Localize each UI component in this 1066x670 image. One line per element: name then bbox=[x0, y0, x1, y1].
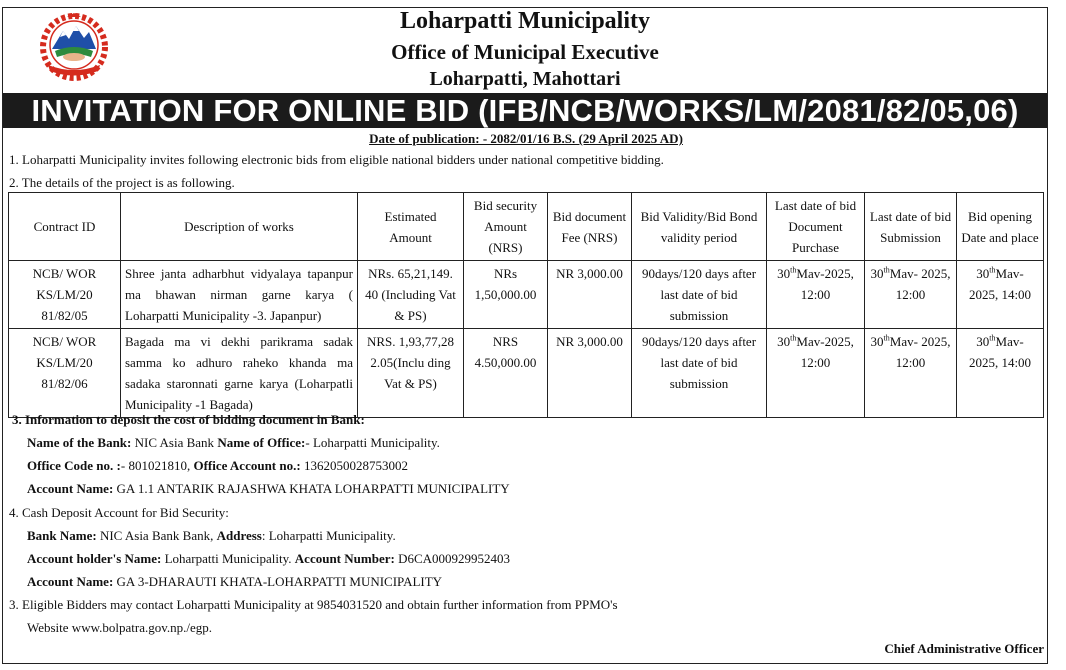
bank-section-title: 3. Information to deposit the cost of bidding document in Bank: bbox=[12, 412, 365, 427]
office-name: Office of Municipal Executive bbox=[391, 40, 659, 64]
bank-name-value: NIC Asia Bank bbox=[131, 435, 218, 450]
account-name-label: Account Name: bbox=[27, 481, 114, 496]
security-account-name-line bbox=[27, 574, 442, 590]
signatory-title: Chief Administrative Officer bbox=[884, 641, 1044, 656]
opening-rest: Mav- 2025, 14:00 bbox=[968, 266, 1032, 302]
header-purchase-date: Last date of bid Document Purchase bbox=[767, 193, 865, 261]
validity-cell: 90days/120 days after last date of bid submission bbox=[632, 261, 767, 329]
opening-cell bbox=[957, 329, 1044, 418]
notice-title-banner: INVITATION FOR ONLINE BID (IFB/NCB/WORKS/LM/2081/82/05,06) bbox=[3, 93, 1047, 128]
contract-id-cell: NCB/ WOR KS/LM/20 81/82/05 bbox=[9, 261, 121, 329]
account-number-label: Account Number: bbox=[294, 551, 395, 566]
submission-cell bbox=[865, 329, 957, 418]
office-name-label: Name of Office: bbox=[217, 435, 306, 450]
security-holder-line bbox=[27, 551, 510, 567]
table-row bbox=[9, 261, 1044, 329]
security-section-title: 4. Cash Deposit Account for Bid Security: bbox=[9, 505, 229, 520]
submission-day: 30 bbox=[870, 334, 884, 349]
security-address-label: Address bbox=[216, 528, 262, 543]
header-submission-date: Last date of bid Submission bbox=[865, 193, 957, 261]
nepal-emblem-icon bbox=[33, 13, 115, 83]
office-account-value: 1362050028753002 bbox=[300, 458, 408, 473]
office-location: Loharpatti, Mahottari bbox=[429, 68, 621, 90]
contact-line-1: 3. Eligible Bidders may contact Loharpatti Municipality at 9854031520 and obtain further information from PPMO's bbox=[9, 597, 618, 612]
fee-cell: NR 3,000.00 bbox=[548, 261, 632, 329]
purchase-rest: Mav-2025, 12:00 bbox=[796, 266, 854, 302]
purchase-sup: th bbox=[790, 265, 797, 275]
validity-cell: 90days/120 days after last date of bid submission bbox=[632, 329, 767, 418]
bank-name-line bbox=[27, 435, 440, 451]
header-opening-date: Bid opening Date and place bbox=[957, 193, 1044, 261]
table-row bbox=[9, 329, 1044, 418]
purchase-day: 30 bbox=[777, 334, 791, 349]
amount-cell: NRs. 65,21,149. 40 (Including Vat & PS) bbox=[358, 261, 464, 329]
header-document-fee: Bid document Fee (NRS) bbox=[548, 193, 632, 261]
table-header-row bbox=[9, 193, 1044, 261]
holder-name-label: Account holder's Name: bbox=[27, 551, 162, 566]
security-bank-value: NIC Asia Bank Bank, bbox=[96, 528, 217, 543]
security-bank-label: Bank Name: bbox=[27, 528, 97, 543]
submission-day: 30 bbox=[870, 266, 884, 281]
account-name-value: GA 1.1 ANTARIK RAJASHWA KHATA LOHARPATTI MUNICIPALITY bbox=[113, 481, 510, 496]
purchase-cell bbox=[767, 261, 865, 329]
intro-paragraph-2: 2. The details of the project is as following. bbox=[9, 175, 235, 190]
header-estimated-amount: Estimated Amount bbox=[358, 193, 464, 261]
header-description: Description of works bbox=[121, 193, 358, 261]
security-address-value: : Loharpatti Municipality. bbox=[261, 528, 396, 543]
opening-day: 30 bbox=[976, 266, 990, 281]
office-code-label: Office Code no. : bbox=[27, 458, 121, 473]
publication-date: Date of publication: - 2082/01/16 B.S. (29 April 2025 AD) bbox=[369, 131, 683, 146]
security-account-name-value: GA 3-DHARAUTI KHATA-LOHARPATTI MUNICIPALITY bbox=[113, 574, 443, 589]
bank-account-name-line bbox=[27, 481, 510, 497]
submission-sup: th bbox=[883, 265, 890, 275]
security-bank-line bbox=[27, 528, 396, 544]
contact-line-2: Website www.bolpatra.gov.np./egp. bbox=[27, 620, 213, 635]
opening-day: 30 bbox=[976, 334, 990, 349]
account-number-value: D6CA000929952403 bbox=[394, 551, 511, 566]
purchase-cell bbox=[767, 329, 865, 418]
contract-id-cell: NCB/ WOR KS/LM/20 81/82/06 bbox=[9, 329, 121, 418]
description-cell: Shree janta adharbhut vidyalaya tapanpur ma bhawan nirman garne karya ( Loharpatti Municipality -3. Japanpur) bbox=[121, 261, 358, 329]
office-code-value: - 801021810, bbox=[120, 458, 194, 473]
opening-sup: th bbox=[989, 333, 996, 343]
submission-cell bbox=[865, 261, 957, 329]
office-name-value: - Loharpatti Municipality. bbox=[305, 435, 440, 450]
submission-sup: th bbox=[883, 333, 890, 343]
amount-cell: NRS. 1,93,77,28 2.05(Inclu ding Vat & PS) bbox=[358, 329, 464, 418]
submission-rest: Mav- 2025, 12:00 bbox=[889, 334, 951, 370]
opening-sup: th bbox=[989, 265, 996, 275]
purchase-day: 30 bbox=[777, 266, 791, 281]
opening-rest: Mav- 2025, 14:00 bbox=[968, 334, 1032, 370]
holder-name-value: Loharpatti Municipality. bbox=[161, 551, 295, 566]
opening-cell bbox=[957, 261, 1044, 329]
purchase-sup: th bbox=[790, 333, 797, 343]
org-name: Loharpatti Municipality bbox=[399, 8, 651, 34]
submission-rest: Mav- 2025, 12:00 bbox=[889, 266, 951, 302]
security-cell: NRS 4.50,000.00 bbox=[464, 329, 548, 418]
bank-name-label: Name of the Bank: bbox=[27, 435, 132, 450]
fee-cell: NR 3,000.00 bbox=[548, 329, 632, 418]
bid-details-table bbox=[8, 192, 1044, 418]
security-account-name-label: Account Name: bbox=[27, 574, 114, 589]
header-bid-validity: Bid Validity/Bid Bond validity period bbox=[632, 193, 767, 261]
security-cell: NRs 1,50,000.00 bbox=[464, 261, 548, 329]
purchase-rest: Mav-2025, 12:00 bbox=[796, 334, 854, 370]
office-code-line bbox=[27, 458, 408, 474]
header-bid-security: Bid security Amount (NRS) bbox=[464, 193, 548, 261]
description-cell: Bagada ma vi dekhi parikrama sadak samma ko adhuro raheko khanda ma sadaka staronnati garne karya (Loharpatli Municipality -1 Bagada) bbox=[121, 329, 358, 418]
header-contract-id: Contract ID bbox=[9, 193, 121, 261]
intro-paragraph-1: 1. Loharpatti Municipality invites following electronic bids from eligible national bidders under national competitive bidding. bbox=[9, 152, 664, 167]
office-account-label: Office Account no.: bbox=[193, 458, 301, 473]
